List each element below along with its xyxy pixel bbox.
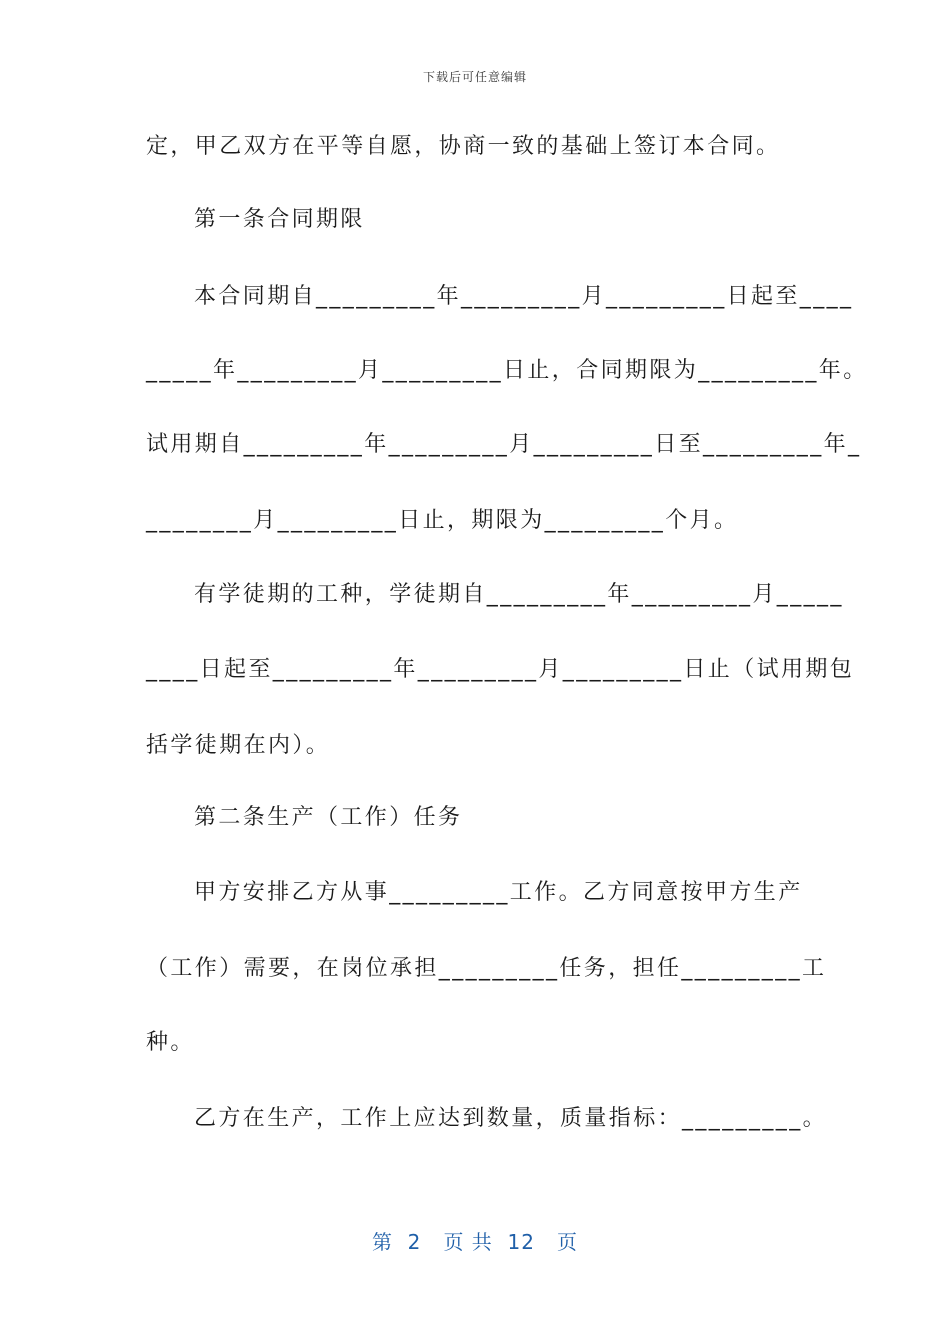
paragraph-line: ________月_________日止，期限为_________个月。 [146,508,739,533]
paragraph-line: 括学徒期在内）。 [146,733,331,758]
paragraph-line: （工作）需要，在岗位承担_________任务，担任_________工 [146,956,827,981]
section-heading: 第二条生产（工作）任务 [194,805,463,830]
section-heading: 第一条合同期限 [194,207,365,232]
paragraph-line: 定，甲乙双方在平等自愿，协商一致的基础上签订本合同。 [146,134,781,159]
paragraph-line: 种。 [146,1030,195,1055]
paragraph-line: 有学徒期的工种，学徒期自_________年_________月_____ [194,582,844,607]
paragraph-line: ____日起至_________年_________月_________日止（试用期包 [146,657,855,682]
paragraph-line: 试用期自_________年_________月_________日至_________年_ [146,432,862,457]
paragraph-line: 乙方在生产，工作上应达到数量，质量指标：_________。 [194,1106,828,1131]
paragraph-line: 本合同期自_________年_________月_________日起至____ [194,284,854,309]
watermark-header: 下载后可任意编辑 [422,70,527,84]
paragraph-line: 甲方安排乙方从事_________工作。乙方同意按甲方生产 [194,880,803,905]
page-indicator: 第 2 页 共 12 页 [371,1230,579,1254]
paragraph-line: _____年_________月_________日止，合同期限为_________年。 [146,358,868,383]
